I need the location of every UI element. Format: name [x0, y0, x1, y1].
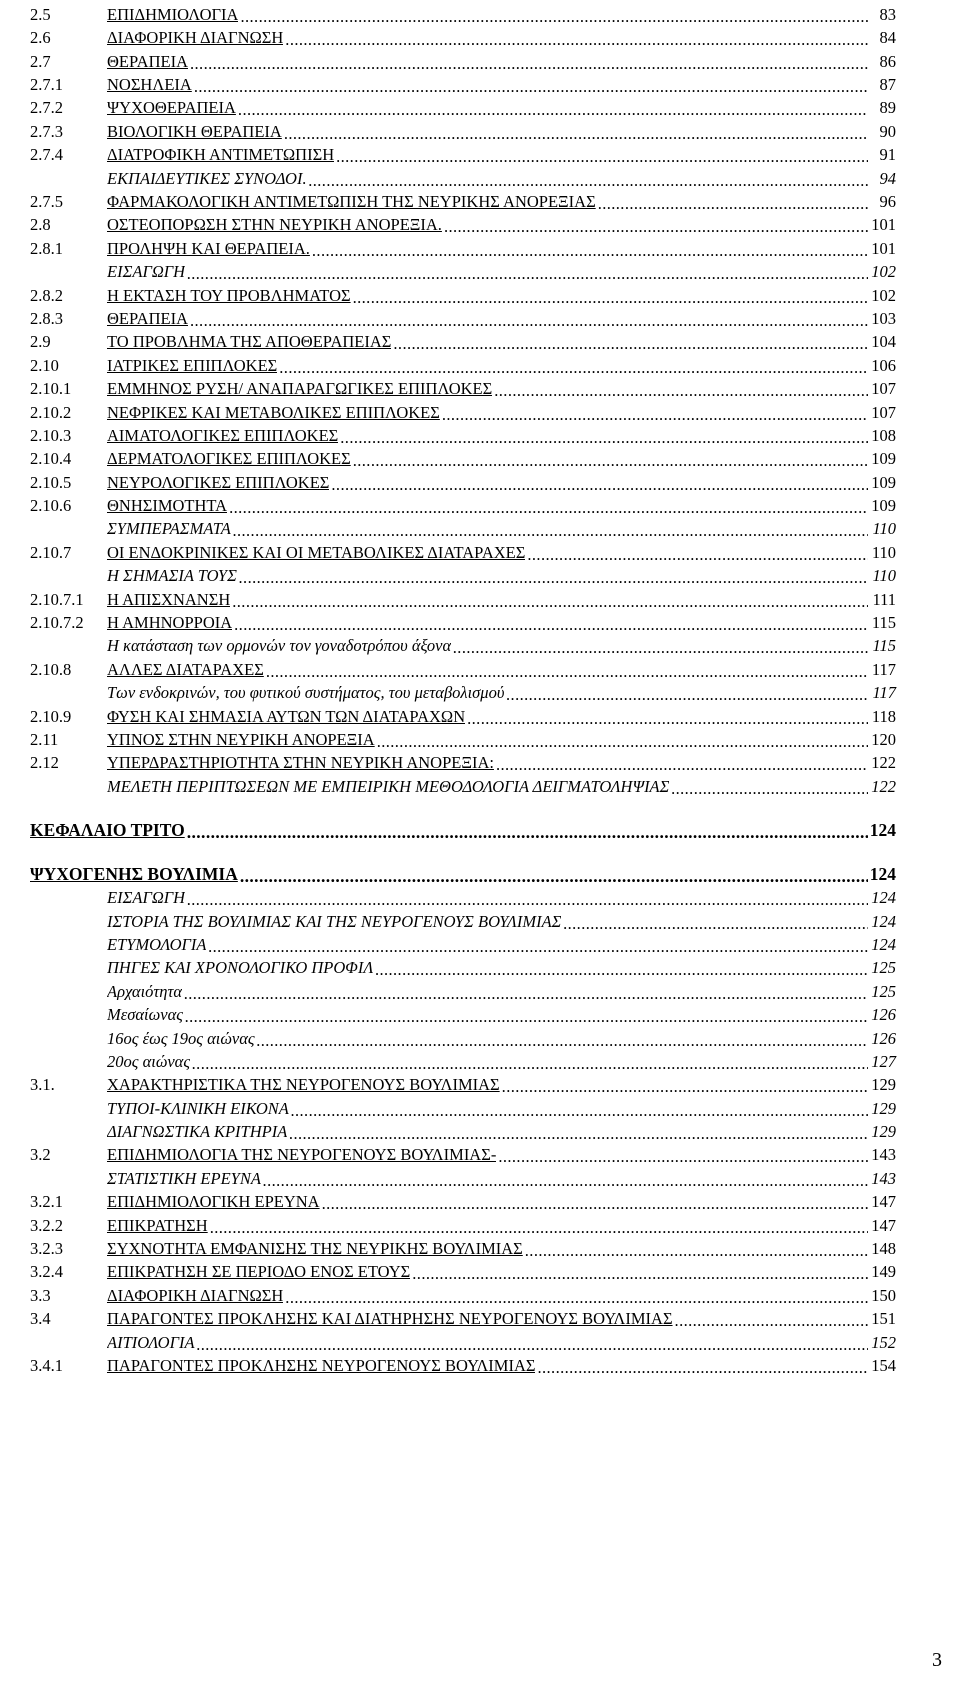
toc-entry-title[interactable]: Η ΑΜΗΝΟΡΡΟΙΑ — [107, 615, 233, 632]
toc-entry — [30, 1094, 896, 1117]
toc-entry-title: ΕΙΣΑΓΩΓΗ — [107, 264, 186, 281]
toc-entry-number: 2.10.4 — [30, 449, 72, 469]
dot-leader — [240, 869, 868, 883]
toc-entry[interactable] — [30, 421, 896, 444]
toc-entry-page: 125 — [871, 981, 896, 1001]
dot-leader — [375, 963, 868, 977]
toc-entry-title[interactable]: ΔΙΑΦΟΡΙΚΗ ΔΙΑΓΝΩΣΗ — [107, 30, 284, 47]
toc-entry[interactable] — [30, 655, 896, 678]
dot-leader — [257, 1033, 868, 1047]
dot-leader — [453, 641, 868, 655]
toc-entry-page: 122 — [871, 753, 896, 773]
toc-entry-title[interactable]: ΨΥΧΟΘΕΡΑΠΕΙΑ — [107, 100, 236, 117]
toc-entry-title[interactable]: ΘΝΗΣΙΜΟΤΗΤΑ — [107, 498, 228, 515]
toc-entry-title[interactable]: ΧΑΡΑΚΤΗΡΙΣΤΙΚΑ ΤΗΣ ΝΕΥΡΟΓΕΝΟΥΣ ΒΟΥΛΙΜΙΑΣ — [107, 1077, 500, 1094]
toc-entry-page: 122 — [871, 776, 896, 796]
toc-entry-page: 102 — [871, 262, 896, 282]
toc-entry-title[interactable]: ΕΠΙΚΡΑΤΗΣΗ ΣΕ ΠΕΡΙΟΔΟ ΕΝΟΣ ΕΤΟΥΣ — [107, 1264, 411, 1281]
dot-leader — [340, 430, 868, 444]
toc-entry-page: 147 — [871, 1215, 896, 1235]
toc-entry — [30, 772, 896, 795]
toc-entry-title: ΠΗΓΕΣ ΚΑΙ ΧΡΟΝΟΛΟΓΙΚΟ ΠΡΟΦΙΛ — [107, 960, 374, 977]
toc-entry-title: ΕΤΥΜΟΛΟΓΙΑ — [107, 936, 207, 954]
toc-entry-number: 3.1. — [30, 1075, 55, 1095]
toc-entry-page: 143 — [871, 1145, 896, 1165]
toc-entry-title[interactable]: ΑΙΜΑΤΟΛΟΓΙΚΕΣ ΕΠΙΠΛΟΚΕΣ — [107, 427, 339, 445]
dot-leader — [187, 267, 868, 281]
toc-entry-page: 107 — [871, 402, 896, 422]
toc-entry-title: Η ΣΗΜΑΣΙΑ ΤΟΥΣ — [107, 568, 237, 585]
dot-leader — [285, 1290, 868, 1304]
toc-entry[interactable] — [30, 70, 896, 93]
dot-leader — [194, 80, 868, 94]
toc-entry-title: Μεσαίωνας — [107, 1007, 183, 1024]
dot-leader — [279, 360, 868, 374]
dot-leader — [312, 243, 868, 257]
toc-entry[interactable] — [30, 1234, 896, 1257]
toc-entry-page: 124 — [871, 934, 896, 954]
toc-entry-page: 103 — [871, 308, 896, 328]
toc-entry-title[interactable]: ΠΑΡΑΓΟΝΤΕΣ ΠΡΟΚΛΗΣΗΣ ΝΕΥΡΟΓΕΝΟΥΣ ΒΟΥΛΙΜΙΑΣ — [107, 1357, 536, 1375]
toc-entry-number: 2.11 — [30, 730, 59, 749]
toc-entry-number: 2.10.9 — [30, 706, 72, 726]
toc-entry-number: 3.3 — [30, 1285, 51, 1305]
toc-entry-number: 2.7.1 — [30, 75, 63, 95]
toc-entry-number: 2.10.2 — [30, 402, 72, 422]
toc-entry — [30, 1024, 896, 1047]
toc-entry-page: 143 — [871, 1168, 896, 1188]
toc-entry-page: 102 — [871, 285, 896, 305]
toc-entry-number: 2.8.3 — [30, 308, 63, 328]
toc-entry[interactable] — [30, 281, 896, 304]
toc-entry-page: 129 — [871, 1098, 896, 1118]
dot-leader — [498, 1150, 868, 1164]
toc-entry-title[interactable]: ΔΕΡΜΑΤΟΛΟΓΙΚΕΣ ΕΠΙΠΛΟΚΕΣ — [107, 451, 351, 468]
toc-entry-page: 101 — [871, 215, 896, 235]
toc-entry[interactable] — [30, 468, 896, 491]
toc-entry-title[interactable]: ΔΙΑΤΡΟΦΙΚΗ ΑΝΤΙΜΕΤΩΠΙΣΗ — [107, 147, 335, 164]
toc-entry-title[interactable]: ΕΠΙΚΡΑΤΗΣΗ — [107, 1217, 208, 1235]
dot-leader — [197, 1337, 868, 1351]
dot-leader — [353, 290, 868, 304]
toc-entry[interactable] — [30, 749, 896, 772]
toc-entry-title[interactable]: ΟΙ ΕΝΔΟΚΡΙΝΙΚΕΣ ΚΑΙ ΟΙ ΜΕΤΑΒΟΛΙΚΕΣ ΔΙΑΤΑΡΑΧΕΣ — [107, 544, 526, 562]
toc-entry — [30, 257, 896, 280]
toc-entry-page: 149 — [871, 1262, 896, 1282]
toc-entry[interactable] — [30, 1281, 896, 1304]
toc-entry-page: 124 — [871, 888, 896, 908]
toc-entry-title: 16ος έως 19ος αιώνας — [107, 1030, 255, 1048]
dot-leader — [184, 986, 868, 1000]
toc-entry-title: ΜΕΛΕΤΗ ΠΕΡΙΠΤΩΣΕΩΝ ΜΕ ΕΜΠΕΙΡΙΚΗ ΜΕΘΟΔΟΛΟΓΙΑ ΔΕΙΓΜΑΤΟΛΗΨΙΑΣ — [107, 778, 670, 796]
toc-entry[interactable] — [30, 1304, 896, 1327]
toc-entry[interactable] — [30, 1258, 896, 1281]
toc-entry-page: 109 — [871, 449, 896, 469]
toc-entry[interactable] — [30, 211, 896, 234]
toc-entry-title[interactable]: ΘΕΡΑΠΕΙΑ — [107, 53, 188, 71]
dot-leader — [284, 126, 868, 140]
toc-entry-page: 115 — [871, 613, 896, 633]
toc-entry-page: 110 — [871, 542, 896, 562]
dot-leader — [442, 407, 868, 421]
toc-entry-number: 2.8.2 — [30, 285, 63, 305]
toc-entry-page: 89 — [879, 98, 896, 118]
toc-entry-title: Η κατάσταση των ορμονών τον γοναδοτρόπου άξονα — [107, 638, 452, 655]
toc-entry-title[interactable]: ΑΛΛΕΣ ΔΙΑΤΑΡΑΧΕΣ — [107, 661, 264, 679]
dot-leader — [309, 173, 868, 187]
toc-entry-title[interactable]: ΝΕΥΡΟΛΟΓΙΚΕΣ ΕΠΙΠΛΟΚΕΣ — [107, 474, 330, 492]
toc-entry-page: 148 — [871, 1239, 896, 1259]
toc-entry — [30, 1328, 896, 1351]
dot-leader — [210, 1220, 868, 1234]
toc-entry-title[interactable]: ΥΠΝΟΣ ΣΤΗΝ ΝΕΥΡΙΚΗ ΑΝΟΡΕΞΙΑ — [107, 732, 375, 749]
toc-entry[interactable] — [30, 0, 896, 23]
toc-entry-page: 110 — [872, 566, 896, 586]
toc-entry[interactable] — [30, 491, 896, 514]
toc-entry-title[interactable]: ΦΥΣΗ ΚΑΙ ΣΗΜΑΣΙΑ ΑΥΤΩΝ ΤΩΝ ΔΙΑΤΑΡΑΧΩΝ — [107, 708, 466, 726]
toc-entry[interactable] — [30, 1351, 896, 1374]
dot-leader — [289, 1127, 868, 1141]
dot-leader — [266, 664, 868, 678]
toc-entry — [30, 164, 896, 187]
dot-leader — [234, 618, 868, 632]
toc-entry-title[interactable]: ΚΕΦΑΛΑΙΟ ΤΡΙΤΟ — [30, 821, 185, 840]
toc-entry-title[interactable]: ΘΕΡΑΠΕΙΑ — [107, 310, 188, 328]
toc-entry-number: 2.10.7.1 — [30, 589, 84, 609]
toc-entry[interactable] — [30, 1187, 896, 1210]
toc-entry-title: ΔΙΑΓΝΩΣΤΙΚΑ ΚΡΙΤΗΡΙΑ — [107, 1124, 288, 1141]
toc-entry — [30, 1047, 896, 1070]
dot-leader — [563, 916, 868, 930]
toc-entry-number: 2.10.7 — [30, 542, 72, 562]
toc-entry-page: 124 — [869, 863, 896, 884]
toc-entry-title[interactable]: ΠΑΡΑΓΟΝΤΕΣ ΠΡΟΚΛΗΣΗΣ ΚΑΙ ΔΙΑΤΗΡΗΣΗΣ ΝΕΥΡΟΓΕΝΟΥΣ ΒΟΥΛΙΜΙΑΣ — [107, 1311, 673, 1328]
dot-leader — [598, 197, 868, 211]
dot-leader — [506, 688, 868, 702]
dot-leader — [240, 9, 868, 23]
dot-leader — [412, 1267, 868, 1281]
toc-entry-title: ΤΥΠΟΙ-ΚΛΙΝΙΚΗ ΕΙΚΟΝΑ — [107, 1100, 289, 1118]
toc-entry[interactable] — [30, 47, 896, 70]
toc-entry-number: 3.4.1 — [30, 1355, 63, 1375]
toc-entry[interactable] — [30, 23, 896, 46]
toc-entry-number: 3.2 — [30, 1145, 51, 1165]
toc-entry-number: 3.4 — [30, 1309, 51, 1329]
toc-entry[interactable] — [30, 140, 896, 163]
toc-entry-page: 126 — [871, 1005, 896, 1025]
toc-entry-number: 2.10.3 — [30, 425, 72, 445]
dot-leader — [232, 594, 868, 608]
toc-entry-number: 2.10.8 — [30, 659, 72, 679]
dot-leader — [229, 501, 868, 515]
toc-entry[interactable] — [30, 795, 896, 839]
dot-leader — [393, 337, 868, 351]
toc-entry-title: ΙΣΤΟΡΙΑ ΤΗΣ ΒΟΥΛΙΜΙΑΣ ΚΑΙ ΤΗΣ ΝΕΥΡΟΓΕΝΟΥΣ ΒΟΥΛΙΜΙΑΣ — [107, 913, 562, 931]
dot-leader — [494, 384, 868, 398]
toc-entry-title[interactable]: Η ΑΠΙΣΧΝΑΝΣΗ — [107, 591, 231, 609]
dot-leader — [377, 735, 868, 749]
toc-entry-number: 2.10 — [30, 355, 59, 375]
dot-leader — [192, 1056, 868, 1070]
toc-entry-number: 2.8 — [30, 215, 51, 235]
toc-entry-page: 106 — [871, 355, 896, 375]
toc-entry-title[interactable]: ΔΙΑΦΟΡΙΚΗ ΔΙΑΓΝΩΣΗ — [107, 1287, 284, 1305]
toc-entry-page: 90 — [879, 121, 896, 141]
toc-entry-page: 109 — [871, 472, 896, 492]
dot-leader — [525, 1244, 868, 1258]
toc-entry-page: 129 — [871, 1122, 896, 1142]
toc-entry-title[interactable]: ΕΠΙΔΗΜΙΟΛΟΓΙΑ ΤΗΣ ΝΕΥΡΟΓΕΝΟΥΣ ΒΟΥΛΙΜΙΑΣ- — [107, 1147, 497, 1164]
toc-entry-title[interactable]: ΒΙΟΛΟΓΙΚΗ ΘΕΡΑΠΕΙΑ — [107, 123, 282, 141]
toc-entry[interactable] — [30, 234, 896, 257]
toc-entry[interactable] — [30, 702, 896, 725]
toc-entry-page: 96 — [879, 192, 896, 212]
dot-leader — [291, 1103, 868, 1117]
toc-entry-page: 117 — [871, 659, 896, 679]
toc-entry[interactable] — [30, 351, 896, 374]
dot-leader — [496, 758, 868, 772]
toc-entry-title[interactable]: ΕΠΙΔΗΜΙΟΛΟΓΙΑ — [107, 6, 239, 24]
toc-entry[interactable] — [30, 1211, 896, 1234]
toc-entry — [30, 1117, 896, 1140]
toc-entry-page: 86 — [879, 51, 896, 71]
dot-leader — [233, 524, 868, 538]
toc-entry-page: 127 — [871, 1051, 896, 1071]
toc-entry-page: 126 — [871, 1028, 896, 1048]
toc-entry — [30, 678, 896, 701]
dot-leader — [444, 220, 868, 234]
toc-entry-number: 2.10.7.2 — [30, 613, 84, 633]
toc-entry — [30, 953, 896, 976]
dot-leader — [190, 56, 868, 70]
toc-entry-page: 111 — [872, 589, 896, 609]
toc-entry-page: 104 — [871, 332, 896, 352]
toc-entry-number: 2.10.1 — [30, 379, 72, 399]
toc-entry-title[interactable]: ΕΠΙΔΗΜΙΟΛΟΓΙΚΗ ΕΡΕΥΝΑ — [107, 1194, 320, 1211]
toc-entry-number: 3.2.1 — [30, 1192, 63, 1212]
toc-entry-title[interactable]: ΙΑΤΡΙΚΕΣ ΕΠΙΠΛΟΚΕΣ — [107, 357, 278, 375]
toc-entry[interactable] — [30, 1141, 896, 1164]
page-number: 3 — [932, 1649, 942, 1671]
dot-leader — [336, 150, 868, 164]
toc-entry-page: 101 — [871, 238, 896, 258]
dot-leader — [187, 825, 868, 839]
toc-entry-number: 2.7.2 — [30, 98, 63, 118]
toc-entry[interactable] — [30, 398, 896, 421]
toc-entry-page: 115 — [872, 636, 896, 656]
dot-leader — [671, 781, 868, 795]
toc-entry — [30, 883, 896, 906]
toc-entry-number: 2.9 — [30, 332, 51, 352]
toc-entry-title: ΕΙΣΑΓΩΓΗ — [107, 890, 186, 907]
toc-entry[interactable] — [30, 725, 896, 748]
toc-entry-page: 109 — [871, 496, 896, 516]
toc-entry-title[interactable]: ΝΟΣΗΛΕΙΑ — [107, 77, 192, 94]
toc-entry-page: 110 — [872, 519, 896, 539]
dot-leader — [263, 1173, 868, 1187]
toc-entry-title: ΕΚΠΑΙΔΕΥΤΙΚΕΣ ΣΥΝΟΔΟΙ. — [107, 170, 307, 188]
toc-entry-title: ΑΙΤΙΟΛΟΓΙΑ — [107, 1334, 195, 1352]
toc-entry-number: 2.7.4 — [30, 145, 63, 165]
table-of-contents — [30, 0, 896, 1374]
toc-entry-page: 152 — [871, 1332, 896, 1352]
toc-entry-page: 125 — [871, 958, 896, 978]
toc-entry-title[interactable]: ΤΟ ΠΡΟΒΛΗΜΑ ΤΗΣ ΑΠΟΘΕΡΑΠΕΙΑΣ — [107, 334, 392, 351]
toc-entry-page: 118 — [871, 706, 896, 726]
toc-entry-number: 2.7.5 — [30, 192, 63, 212]
toc-entry-number: 2.8.1 — [30, 238, 63, 258]
toc-entry-page: 124 — [869, 819, 896, 840]
toc-entry — [30, 1000, 896, 1023]
toc-entry[interactable] — [30, 374, 896, 397]
toc-entry[interactable] — [30, 839, 896, 883]
toc-entry-page: 107 — [871, 379, 896, 399]
toc-entry-title[interactable]: ΦΑΡΜΑΚΟΛΟΓΙΚΗ ΑΝΤΙΜΕΤΩΠΙΣΗ ΤΗΣ ΝΕΥΡΙΚΗΣ ΑΝΟΡΕΞΙΑΣ — [107, 194, 596, 211]
toc-entry-title[interactable]: Η ΕΚΤΑΣΗ ΤΟΥ ΠΡΟΒΛΗΜΑΤΟΣ — [107, 287, 351, 305]
toc-entry[interactable] — [30, 327, 896, 350]
toc-entry-page: 154 — [871, 1355, 896, 1375]
dot-leader — [353, 454, 868, 468]
toc-entry-title[interactable]: ΠΡΟΛΗΨΗ ΚΑΙ ΘΕΡΑΠΕΙΑ. — [107, 240, 310, 258]
toc-entry-title: ΣΤΑΤΙΣΤΙΚΗ ΕΡΕΥΝΑ — [107, 1170, 261, 1188]
toc-entry-number: 2.5 — [30, 4, 51, 24]
dot-leader — [285, 33, 868, 47]
dot-leader — [675, 1314, 868, 1328]
toc-entry-number: 2.6 — [30, 28, 51, 48]
dot-leader — [185, 1010, 868, 1024]
toc-entry-page: 124 — [871, 911, 896, 931]
toc-entry-page: 91 — [879, 145, 896, 165]
toc-entry-page: 87 — [879, 75, 896, 95]
toc-entry-title: 20ος αιώνας — [107, 1053, 191, 1071]
toc-entry — [30, 561, 896, 584]
toc-entry[interactable] — [30, 444, 896, 467]
toc-entry-title: Των ενδοκρινών, του φυτικού συστήματος, του μεταβολισμού — [107, 685, 505, 702]
toc-entry-title: Αρχαιότητα — [107, 983, 183, 1001]
toc-entry — [30, 1164, 896, 1187]
toc-entry[interactable] — [30, 187, 896, 210]
toc-entry-page: 83 — [879, 4, 896, 24]
toc-entry[interactable] — [30, 608, 896, 631]
dot-leader — [527, 547, 868, 561]
toc-entry-number: 2.7.3 — [30, 121, 63, 141]
dot-leader — [208, 939, 868, 953]
toc-entry[interactable] — [30, 1070, 896, 1093]
toc-entry-title[interactable]: ΨΥΧΟΓΕΝΗΣ ΒΟΥΛΙΜΙΑ — [30, 865, 238, 884]
toc-entry — [30, 515, 896, 538]
toc-entry[interactable] — [30, 304, 896, 327]
toc-entry-number: 2.12 — [30, 753, 59, 773]
toc-entry-page: 129 — [871, 1075, 896, 1095]
toc-entry-page: 147 — [871, 1192, 896, 1212]
toc-entry-page: 94 — [879, 168, 896, 188]
dot-leader — [467, 711, 868, 725]
toc-entry-number: 2.10.5 — [30, 472, 72, 492]
toc-entry-page: 108 — [871, 425, 896, 445]
toc-entry-page: 84 — [879, 28, 896, 48]
toc-entry — [30, 977, 896, 1000]
toc-entry-page: 150 — [871, 1285, 896, 1305]
toc-entry-number: 3.2.3 — [30, 1239, 63, 1259]
toc-entry-title[interactable]: ΕΜΜΗΝΟΣ ΡΥΣΗ/ ΑΝΑΠΑΡΑΓΩΓΙΚΕΣ ΕΠΙΠΛΟΚΕΣ — [107, 381, 493, 398]
dot-leader — [537, 1360, 868, 1374]
dot-leader — [239, 571, 868, 585]
dot-leader — [187, 893, 868, 907]
toc-entry-title: ΣΥΜΠΕΡΑΣΜΑΤΑ — [107, 521, 231, 538]
dot-leader — [322, 1197, 868, 1211]
toc-entry-page: 120 — [871, 730, 896, 749]
toc-entry — [30, 632, 896, 655]
toc-entry-page: 117 — [872, 683, 896, 703]
dot-leader — [331, 477, 868, 491]
toc-entry — [30, 930, 896, 953]
toc-entry-title[interactable]: ΥΠΕΡΔΡΑΣΤΗΡΙΟΤΗΤΑ ΣΤΗΝ ΝΕΥΡΙΚΗ ΑΝΟΡΕΞΙΑ: — [107, 755, 494, 772]
toc-entry-title[interactable]: ΝΕΦΡΙΚΕΣ ΚΑΙ ΜΕΤΑΒΟΛΙΚΕΣ ΕΠΙΠΛΟΚΕΣ — [107, 404, 440, 422]
toc-entry[interactable] — [30, 94, 896, 117]
dot-leader — [238, 103, 868, 117]
toc-entry — [30, 907, 896, 930]
toc-entry-number: 3.2.2 — [30, 1215, 63, 1235]
toc-entry-title[interactable]: ΣΥΧΝΟΤΗΤΑ ΕΜΦΑΝΙΣΗΣ ΤΗΣ ΝΕΥΡΙΚΗΣ ΒΟΥΛΙΜΙΑΣ — [107, 1241, 523, 1258]
toc-entry[interactable] — [30, 585, 896, 608]
toc-entry-number: 2.7 — [30, 51, 51, 71]
toc-entry[interactable] — [30, 117, 896, 140]
toc-entry-number: 2.10.6 — [30, 496, 72, 516]
toc-entry[interactable] — [30, 538, 896, 561]
dot-leader — [502, 1080, 868, 1094]
dot-leader — [190, 313, 868, 327]
toc-entry-number: 3.2.4 — [30, 1262, 63, 1282]
toc-entry-page: 151 — [871, 1309, 896, 1329]
toc-entry-title[interactable]: ΟΣΤΕΟΠΟΡΩΣΗ ΣΤΗΝ ΝΕΥΡΙΚΗ ΑΝΟΡΕΞΙΑ. — [107, 217, 442, 234]
